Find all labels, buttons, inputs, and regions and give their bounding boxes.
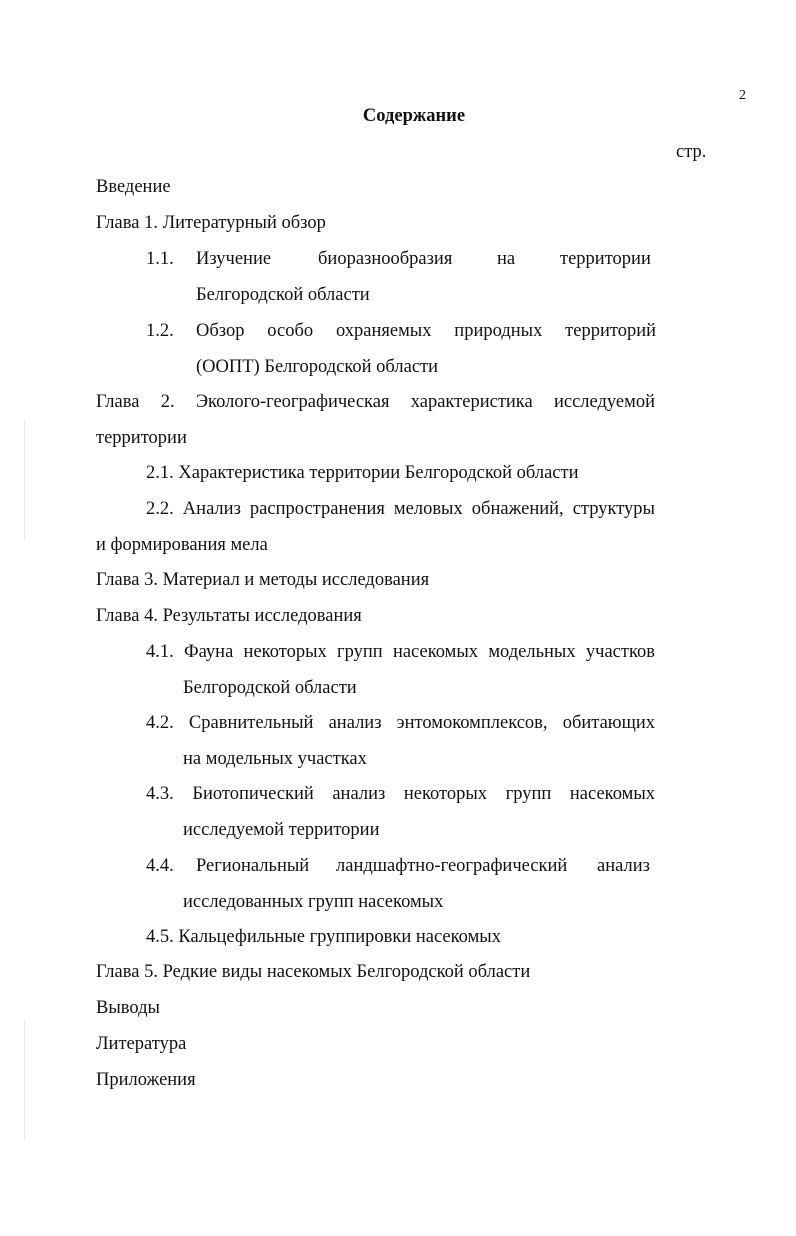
toc-entry-text: Глава 1. Литературный обзор	[96, 213, 326, 233]
toc-entry-text: на модельных участках	[183, 749, 367, 769]
toc-entry-text: 4.3. Биотопический анализ некоторых групп насекомых	[146, 784, 655, 804]
toc-entry-text: Выводы	[96, 998, 160, 1018]
toc-entry-text: Глава 2. Эколого-географическая характеристика исследуемой	[96, 392, 655, 412]
toc-entry-text: Глава 4. Результаты исследования	[96, 606, 362, 626]
toc-entry-word: ландшафтно-географический	[336, 856, 568, 876]
toc-entry-text: исследованных групп насекомых	[183, 892, 444, 912]
toc-entry-text: 2.1. Характеристика территории Белгородской области	[146, 463, 579, 483]
toc-entry-text: 4.1. Фауна некоторых групп насекомых модельных участков	[146, 642, 655, 662]
toc-entry-text: Литература	[96, 1034, 187, 1054]
toc-entry-word: анализ	[597, 856, 650, 876]
toc-entry-text: 4.2. Сравнительный анализ энтомокомплексов, обитающих	[146, 713, 655, 733]
page-column-label: стр.	[676, 142, 707, 162]
toc-entry-text: (ООПТ) Белгородской области	[196, 357, 439, 377]
toc-entry-word: территории	[560, 249, 651, 269]
toc-entry-text: 4.5. Кальцефильные группировки насекомых	[146, 927, 501, 947]
toc-entry-text: Белгородской области	[183, 678, 357, 698]
toc-entry-text: Глава 5. Редкие виды насекомых Белгородской области	[96, 962, 531, 982]
toc-entry-text: и формирования мела	[96, 535, 268, 555]
toc-entry-text: Приложения	[96, 1070, 196, 1090]
toc-entry-number: 1.2.	[146, 321, 174, 341]
toc-entry-text: Введение	[96, 177, 171, 197]
toc-entry-text: Глава 3. Материал и методы исследования	[96, 570, 430, 590]
toc-entry-text: 2.2. Анализ распространения меловых обнажений, структуры	[146, 499, 655, 519]
toc-entry-word: Изучение	[196, 249, 272, 269]
toc-entry-number: 1.1.	[146, 249, 174, 269]
toc-entry-word: на	[497, 249, 516, 269]
toc-entry-word: Региональный	[196, 856, 310, 876]
toc-entry-word: биоразнообразия	[318, 249, 453, 269]
toc-entry-text: Белгородской области	[196, 285, 370, 305]
page-number: 2	[739, 88, 746, 103]
toc-entry-text: исследуемой территории	[183, 820, 380, 840]
toc-entry-number: 4.4.	[146, 856, 174, 876]
page-title: Содержание	[362, 106, 466, 126]
toc-entry-text: Обзор особо охраняемых природных территорий	[196, 321, 656, 341]
toc-entry-text: территории	[96, 428, 187, 448]
